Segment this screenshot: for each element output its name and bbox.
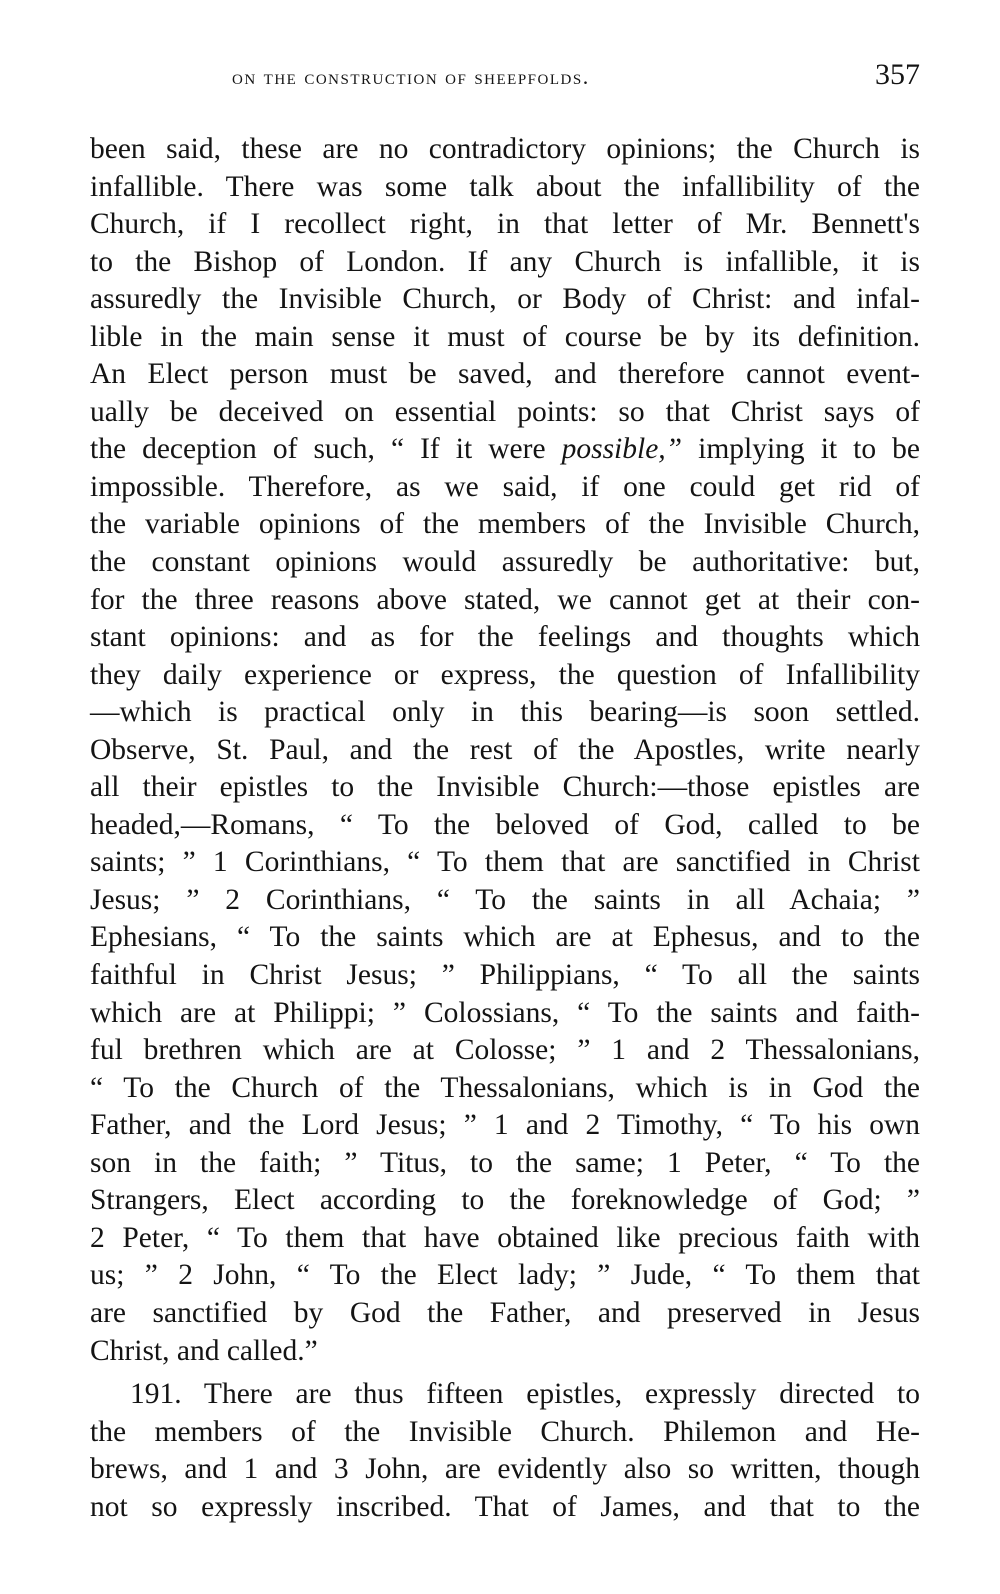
text-line: Father, and the Lord Jesus; ” 1 and 2 Timothy, “ To his own bbox=[90, 1109, 920, 1142]
text-line: —which is practical only in this bearing—is soon settled. bbox=[90, 696, 920, 729]
text-line: ful brethren which are at Colosse; ” 1 and 2 Thessalonians, bbox=[90, 1034, 920, 1067]
text-line: infallible. There was some talk about the infallibility of the bbox=[90, 170, 920, 203]
text-line: for the three reasons above stated, we cannot get at their con- bbox=[90, 583, 920, 616]
italic-word: possible,” bbox=[561, 433, 683, 466]
text-line: not so expressly inscribed. That of James, and that to the bbox=[90, 1490, 920, 1523]
text-line bbox=[90, 431, 920, 469]
running-head bbox=[90, 58, 920, 98]
text-line: Jesus; ” 2 Corinthians, “ To the saints in all Achaia; ” bbox=[90, 883, 920, 916]
text-line: the constant opinions would assuredly be authoritative: but, bbox=[90, 546, 920, 579]
text-line: An Elect person must be saved, and therefore cannot event- bbox=[90, 358, 920, 391]
text-line: lible in the main sense it must of course be by its definition. bbox=[90, 320, 920, 353]
text-line: faithful in Christ Jesus; ” Philippians, “ To all the saints bbox=[90, 959, 920, 992]
text-line: “ To the Church of the Thessalonians, which is in God the bbox=[90, 1071, 920, 1104]
text-line: Ephesians, “ To the saints which are at Ephesus, and to the bbox=[90, 921, 920, 954]
text-segment: the deception of such, “ If it were bbox=[90, 433, 562, 466]
text-line: assuredly the Invisible Church, or Body of Christ: and infal- bbox=[90, 283, 920, 316]
text-line: the variable opinions of the members of the Invisible Church, bbox=[90, 508, 920, 541]
text-line: all their epistles to the Invisible Church:—those epistles are bbox=[90, 771, 920, 804]
text-line: 191. There are thus fifteen epistles, expressly directed to bbox=[130, 1378, 920, 1411]
text-line: to the Bishop of London. If any Church is infallible, it is bbox=[90, 245, 920, 278]
text-line: headed,—Romans, “ To the beloved of God, called to be bbox=[90, 808, 920, 841]
text-line: son in the faith; ” Titus, to the same; 1 Peter, “ To the bbox=[90, 1146, 920, 1179]
text-line: brews, and 1 and 3 John, are evidently also so written, though bbox=[90, 1453, 920, 1486]
page-body bbox=[90, 131, 920, 1526]
text-line: are sanctified by God the Father, and preserved in Jesus bbox=[90, 1296, 920, 1329]
running-title: on the construction of sheepfolds. bbox=[232, 64, 590, 89]
text-segment: implying it to be bbox=[682, 433, 920, 466]
text-line: Strangers, Elect according to the foreknowledge of God; ” bbox=[90, 1184, 920, 1217]
text-line: which are at Philippi; ” Colossians, “ To the saints and faith- bbox=[90, 996, 920, 1029]
text-line: Christ, and called.” bbox=[90, 1334, 318, 1367]
text-line: ually be deceived on essential points: so that Christ says of bbox=[90, 395, 920, 428]
paragraph bbox=[90, 1376, 920, 1526]
text-line: 2 Peter, “ To them that have obtained like precious faith with bbox=[90, 1221, 920, 1254]
text-line: Church, if I recollect right, in that letter of Mr. Bennett's bbox=[90, 208, 920, 241]
text-line: they daily experience or express, the question of Infallibility bbox=[90, 658, 920, 691]
text-line: stant opinions: and as for the feelings and thoughts which bbox=[90, 621, 920, 654]
text-line: us; ” 2 John, “ To the Elect lady; ” Jude, “ To them that bbox=[90, 1259, 920, 1292]
page-number: 357 bbox=[875, 58, 920, 91]
text-line: the members of the Invisible Church. Philemon and He- bbox=[90, 1415, 920, 1448]
text-line: impossible. Therefore, as we said, if one could get rid of bbox=[90, 470, 920, 503]
text-line: Observe, St. Paul, and the rest of the Apostles, write nearly bbox=[90, 733, 920, 766]
text-line: saints; ” 1 Corinthians, “ To them that are sanctified in Christ bbox=[90, 846, 920, 879]
paragraph bbox=[90, 131, 920, 1370]
text-line: been said, these are no contradictory opinions; the Church is bbox=[90, 133, 920, 165]
